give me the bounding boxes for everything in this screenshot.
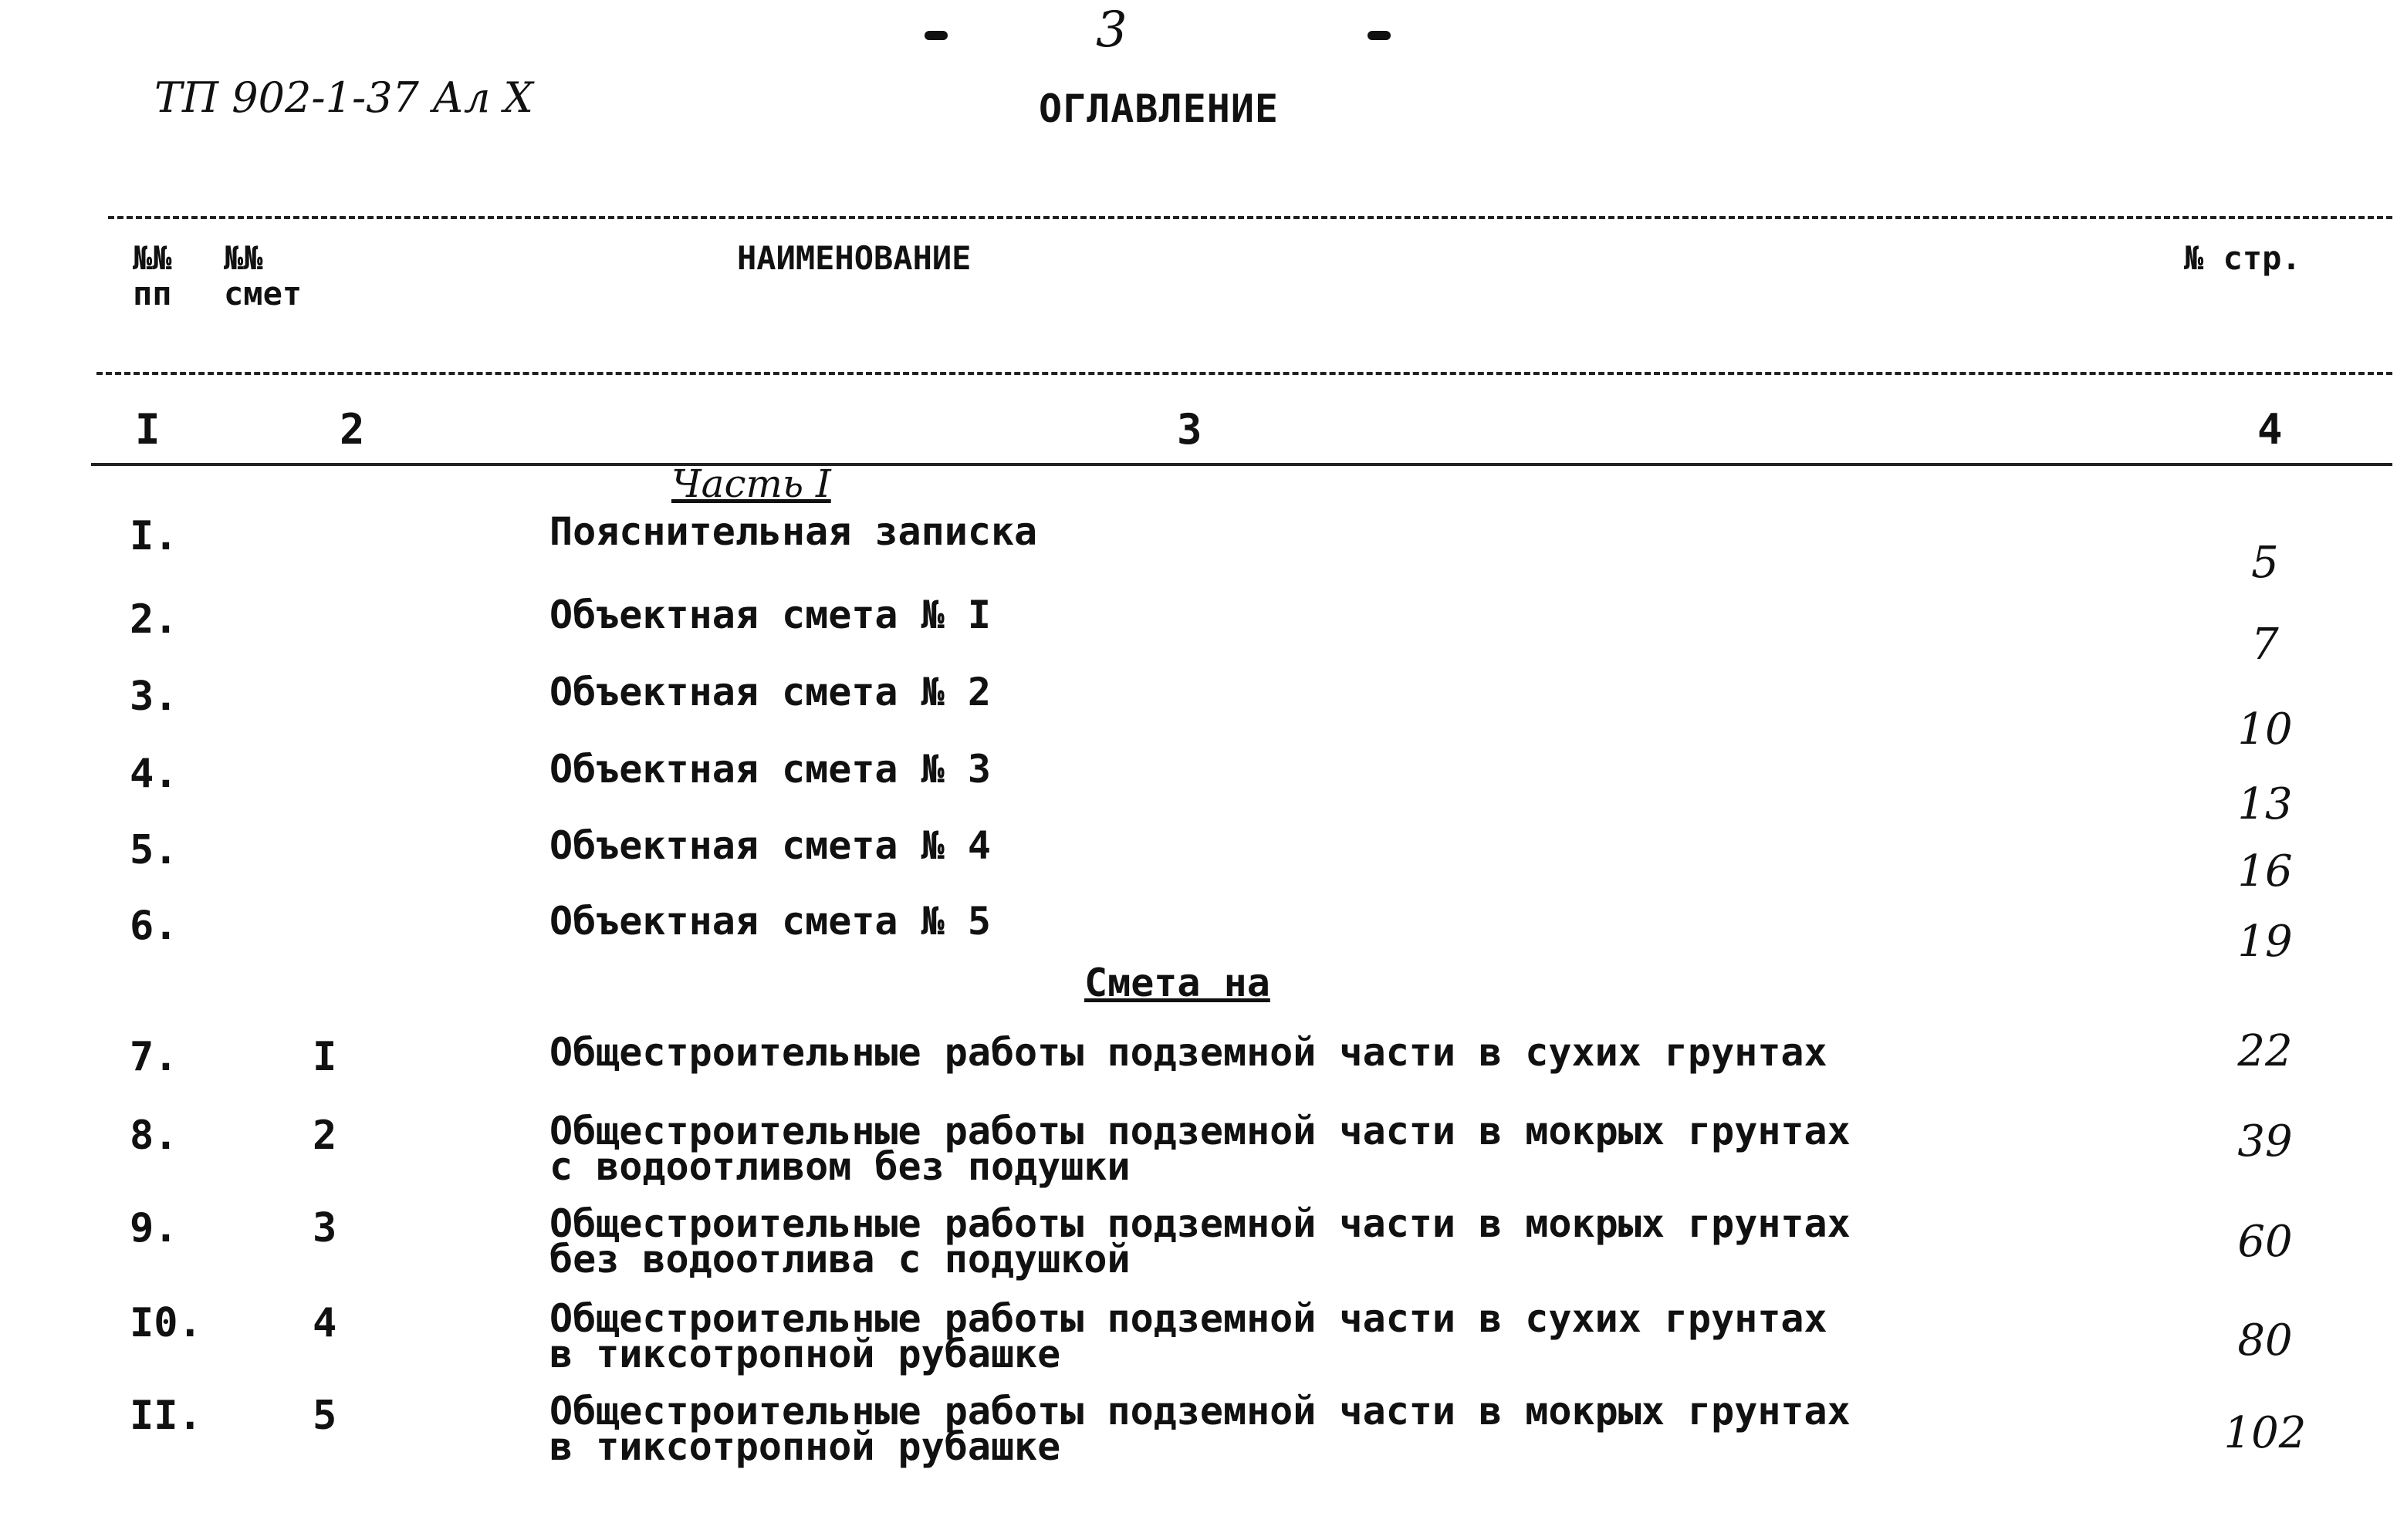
row-number: 9. [130,1205,178,1251]
estimate-number: 2 [313,1113,337,1159]
page-ref: 10 [2237,704,2293,755]
part-label: Часть I [671,461,831,506]
estimate-number: 5 [313,1393,337,1439]
row-number: 2. [130,596,178,643]
column-header-name: НАИМЕНОВАНИЕ [737,239,972,277]
page-number-dash-right [1368,31,1391,40]
row-number: 8. [130,1113,178,1159]
estimate-number: 4 [313,1300,337,1346]
section-label: Смета на [1084,961,1270,1005]
row-name-line-1: Общестроительные работы подземной части в мокрых грунтах [549,1201,1851,1246]
row-name-line-1: Общестроительные работы подземной части в мокрых грунтах [549,1389,1851,1434]
row-number: 5. [130,827,178,873]
row-number: 3. [130,674,178,720]
column-header-estimate-number: №№ смет [224,239,303,312]
row-name: Объектная смета № 4 [549,823,991,868]
row-name-line-2: без водоотлива с подушкой [549,1237,1131,1282]
row-name-line-2: с водоотливом без подушки [549,1144,1131,1189]
page-ref: 16 [2237,846,2293,897]
row-number: 6. [130,903,178,949]
row-name: Объектная смета № I [549,593,991,637]
page-ref: 22 [2237,1026,2293,1076]
row-number: II. [130,1393,202,1439]
page-ref: 39 [2237,1116,2293,1167]
estimate-number: 3 [313,1205,337,1251]
column-header-row-number: №№ пп [133,239,172,312]
page-ref: 19 [2237,917,2293,967]
column-number-1: I [135,405,161,454]
page-number-dash-left [925,31,948,40]
page-ref: 7 [2251,620,2279,670]
row-name: Объектная смета № 3 [549,747,991,792]
row-number: I. [130,513,178,559]
column-number-4: 4 [2257,405,2283,454]
row-name-line-1: Общестроительные работы подземной части в сухих грунтах [549,1296,1827,1341]
page-title: ОГЛАВЛЕНИЕ [1039,86,1280,131]
row-name-line-2: в тиксотропной рубашке [549,1332,1061,1376]
row-number: 7. [130,1034,178,1080]
page-ref: 5 [2251,538,2279,588]
header-bottom-rule [91,463,2392,466]
row-name: Пояснительная записка [549,509,1038,554]
header-top-rule [108,216,2392,219]
row-name-line-2: в тиксотропной рубашке [549,1424,1061,1469]
row-number: I0. [130,1300,202,1346]
page-ref: 60 [2237,1217,2293,1267]
page-number: 3 [1096,2,1128,59]
row-name: Объектная смета № 2 [549,670,991,714]
page-ref: 80 [2237,1315,2293,1366]
page-ref: 13 [2237,779,2293,829]
row-name-line-1: Общестроительные работы подземной части в мокрых грунтах [549,1109,1851,1153]
page-ref: 102 [2223,1408,2307,1458]
column-number-3: 3 [1177,405,1202,454]
document-code: ТП 902-1-37 Ал X [154,73,533,122]
header-middle-rule [96,372,2392,375]
column-number-2: 2 [340,405,365,454]
row-number: 4. [130,751,178,797]
column-header-page: № стр. [2184,239,2301,277]
row-name: Общестроительные работы подземной части в сухих грунтах [549,1030,1827,1075]
estimate-number: I [313,1034,337,1080]
row-name: Объектная смета № 5 [549,899,991,944]
